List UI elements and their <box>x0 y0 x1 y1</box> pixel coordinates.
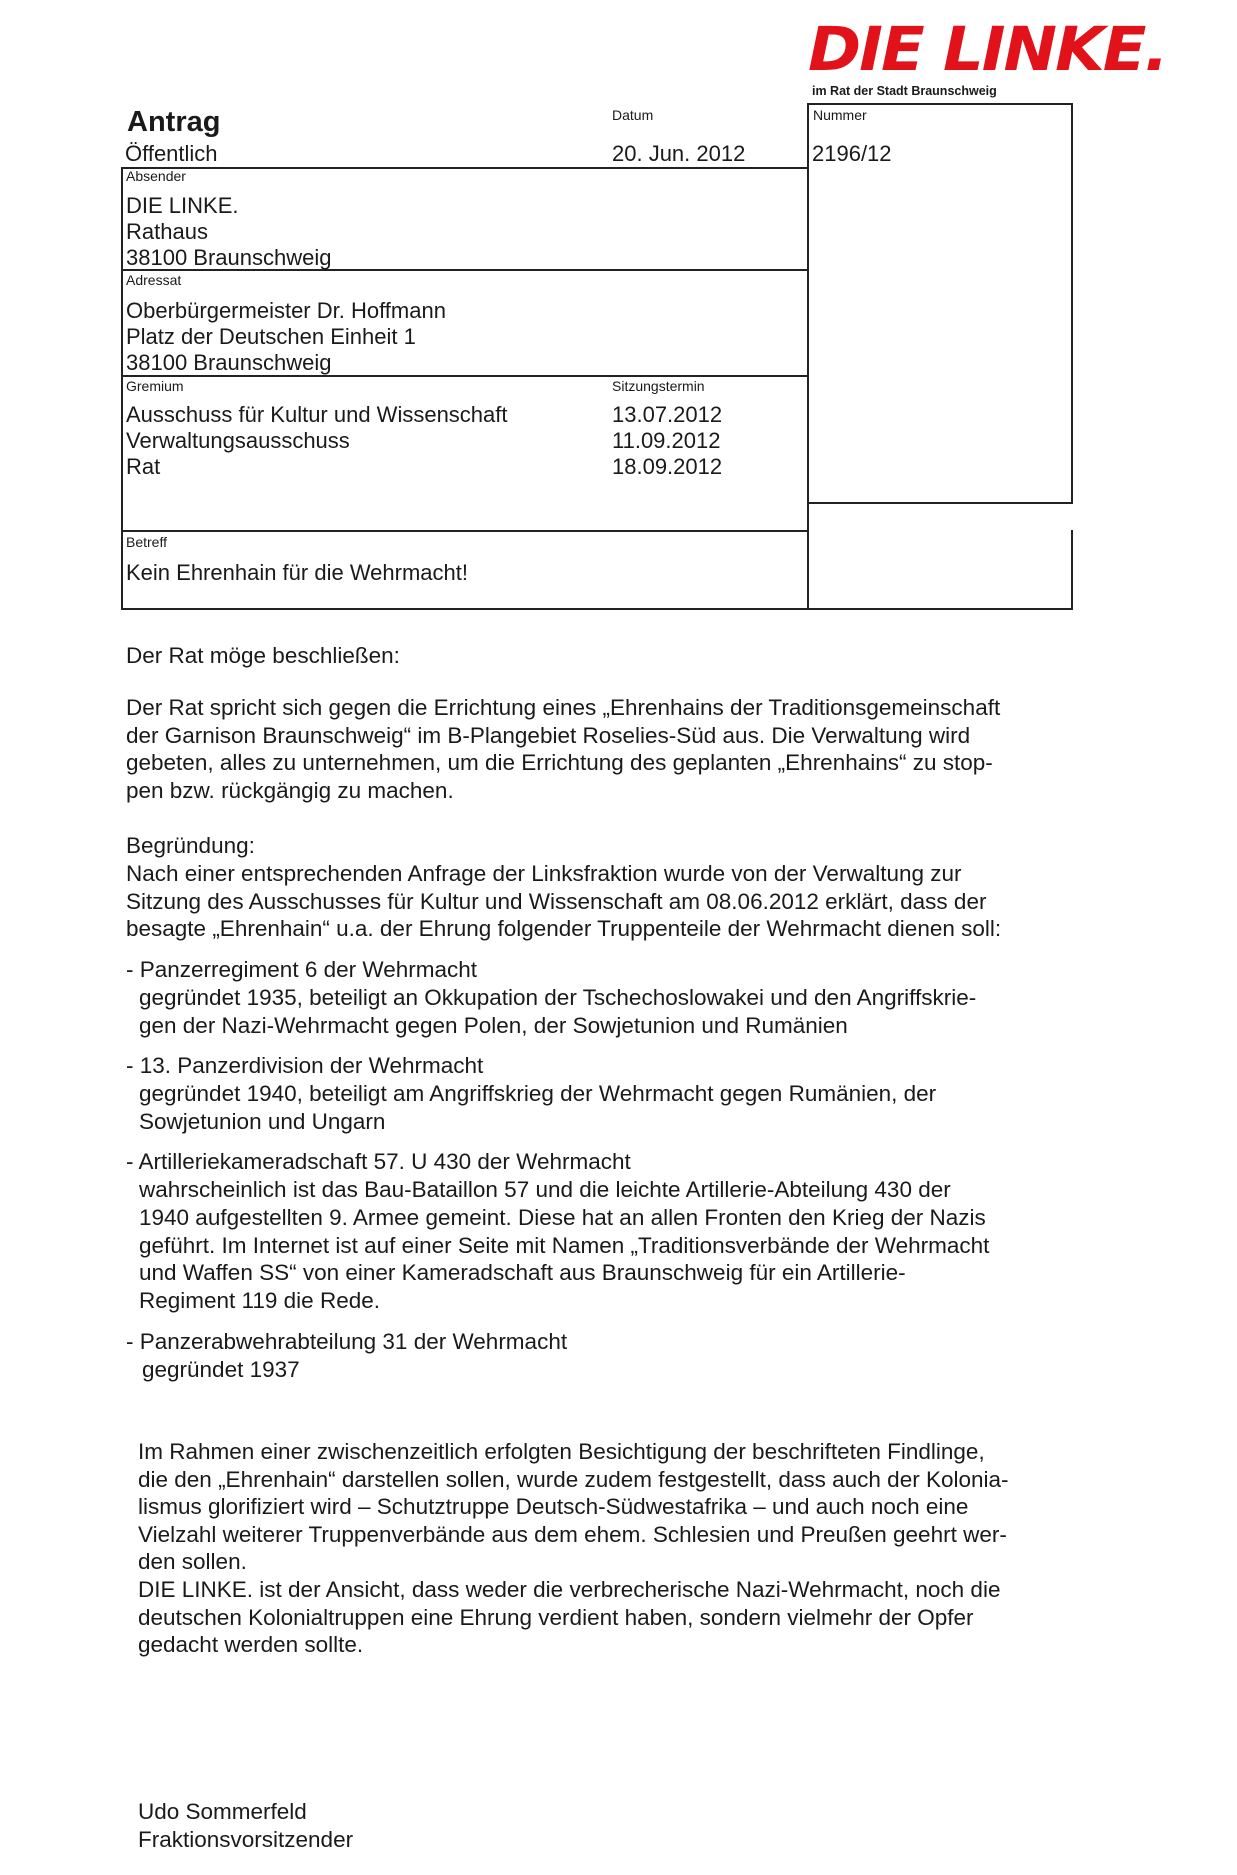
logo-subtitle-prefix: im Rat der Stadt <box>812 84 912 98</box>
signature-name: Udo Sommerfeld <box>138 1799 307 1824</box>
document-type: Antrag <box>127 106 221 138</box>
frame-line <box>121 530 807 532</box>
visibility: Öffentlich <box>125 141 218 166</box>
signature-role: Fraktionsvorsitzender <box>138 1827 354 1852</box>
number-value: 2196/12 <box>812 141 892 166</box>
recipient-line: Platz der Deutschen Einheit 1 <box>126 324 416 349</box>
committee-label: Gremium <box>126 378 184 394</box>
list-item-text: gegründet 1937 <box>142 1357 300 1382</box>
list-item-title: - Panzerregiment 6 der Wehrmacht <box>126 957 477 982</box>
meeting-date-label: Sitzungstermin <box>612 378 705 394</box>
frame-line <box>807 103 809 609</box>
recipient-label: Adressat <box>126 272 182 288</box>
resolution-intro: Der Rat möge beschließen: <box>126 643 400 668</box>
list-item-text: gegründet 1935, beteiligt an Okkupation der Tschechoslowakei und den Angriffskrie- gen der Nazi-Wehrmacht gegen Polen, der Sowjetunion und Rumänien <box>139 985 977 1038</box>
logo-subtitle-city: Braunschweig <box>911 84 997 98</box>
sender-line: 38100 Braunschweig <box>126 245 332 270</box>
list-item-title: - Panzerabwehrabteilung 31 der Wehrmacht <box>126 1329 568 1354</box>
frame-line <box>808 103 1073 105</box>
party-logo: DIE LINKE. <box>808 14 1167 86</box>
frame-line <box>1071 103 1073 504</box>
reason-text: Nach einer entsprechenden Anfrage der Linksfraktion wurde von der Verwaltung zur Sitzung des Ausschusses für Kultur und Wissenschaft am 08.06.2012 erklärt, dass der besagte „Ehrenhain“ u.a. der Ehrung folgender Truppenteile der Wehrmacht dienen soll: <box>126 861 1002 942</box>
list-item-text: gegründet 1940, beteiligt am Angriffskrieg der Wehrmacht gegen Rumänien, der Sowjetunion und Ungarn <box>139 1081 937 1134</box>
reason-heading: Begründung: <box>126 833 255 858</box>
date-label: Datum <box>612 107 654 123</box>
frame-line <box>121 167 807 169</box>
frame-line <box>121 167 123 609</box>
list-item-text: wahrscheinlich ist das Bau-Bataillon 57 und die leichte Artillerie-Abteilung 430 der 1940 aufgestellten 9. Armee gemeint. Diese hat an allen Fronten den Krieg der Nazis geführt. Im Internet ist auf einer Seite mit Namen „Traditionsverbände der Wehrmacht und Waffen SS“ von einer Kameradschaft aus Braunschweig für ein Artillerie- Regiment 119 die Rede. <box>139 1177 990 1314</box>
closing-text: Im Rahmen einer zwischenzeitlich erfolgten Besichtigung der beschrifteten Findlinge, die den „Ehrenhain“ darstellen sollen, wurde zudem festgestellt, dass auch der Kolonia- lismus glorifiziert wird – Schutztruppe Deutsch-Südwestafrika – und auch noch eine Vielzahl weiterer Truppenverbände aus dem ehem. Schlesien und Preußen geehrt wer- den sollen. DIE LINKE. ist der Ansicht, dass weder die verbrecherische Nazi-Wehrmacht, noch die deutschen Kolonialtruppen eine Ehrung verdient haben, sondern vielmehr der Opfer gedacht werden sollte. <box>138 1439 1009 1658</box>
subject-label: Betreff <box>126 534 167 550</box>
frame-line <box>1071 530 1073 610</box>
committee-name: Ausschuss für Kultur und Wissenschaft <box>126 402 508 427</box>
list-item-title: - Artilleriekameradschaft 57. U 430 der Wehrmacht <box>126 1149 631 1174</box>
committee-name: Verwaltungsausschuss <box>126 428 350 453</box>
frame-line <box>121 608 1073 610</box>
resolution-text: Der Rat spricht sich gegen die Errichtung eines „Ehrenhains der Traditionsgemeinschaft der Garnison Braunschweig“ im B-Plangebiet Roselies-Süd aus. Die Verwaltung wird gebeten, alles zu unternehmen, um die Errichtung des geplanten „Ehrenhains“ zu stop- pen bzw. rückgängig zu machen. <box>126 695 1001 803</box>
sender-line: Rathaus <box>126 219 208 244</box>
meeting-date: 13.07.2012 <box>612 402 723 427</box>
frame-line <box>807 502 1073 504</box>
number-label: Nummer <box>813 107 867 123</box>
meeting-date: 18.09.2012 <box>612 454 723 479</box>
list-item-title: - 13. Panzerdivision der Wehrmacht <box>126 1053 484 1078</box>
committee-name: Rat <box>126 454 161 479</box>
recipient-line: 38100 Braunschweig <box>126 350 332 375</box>
logo-subtitle <box>812 84 997 98</box>
date-value: 20. Jun. 2012 <box>612 141 746 166</box>
meeting-date: 11.09.2012 <box>612 428 721 453</box>
sender-label: Absender <box>126 168 186 184</box>
subject-value: Kein Ehrenhain für die Wehrmacht! <box>126 560 468 585</box>
sender-line: DIE LINKE. <box>126 193 239 218</box>
recipient-line: Oberbürgermeister Dr. Hoffmann <box>126 298 446 323</box>
